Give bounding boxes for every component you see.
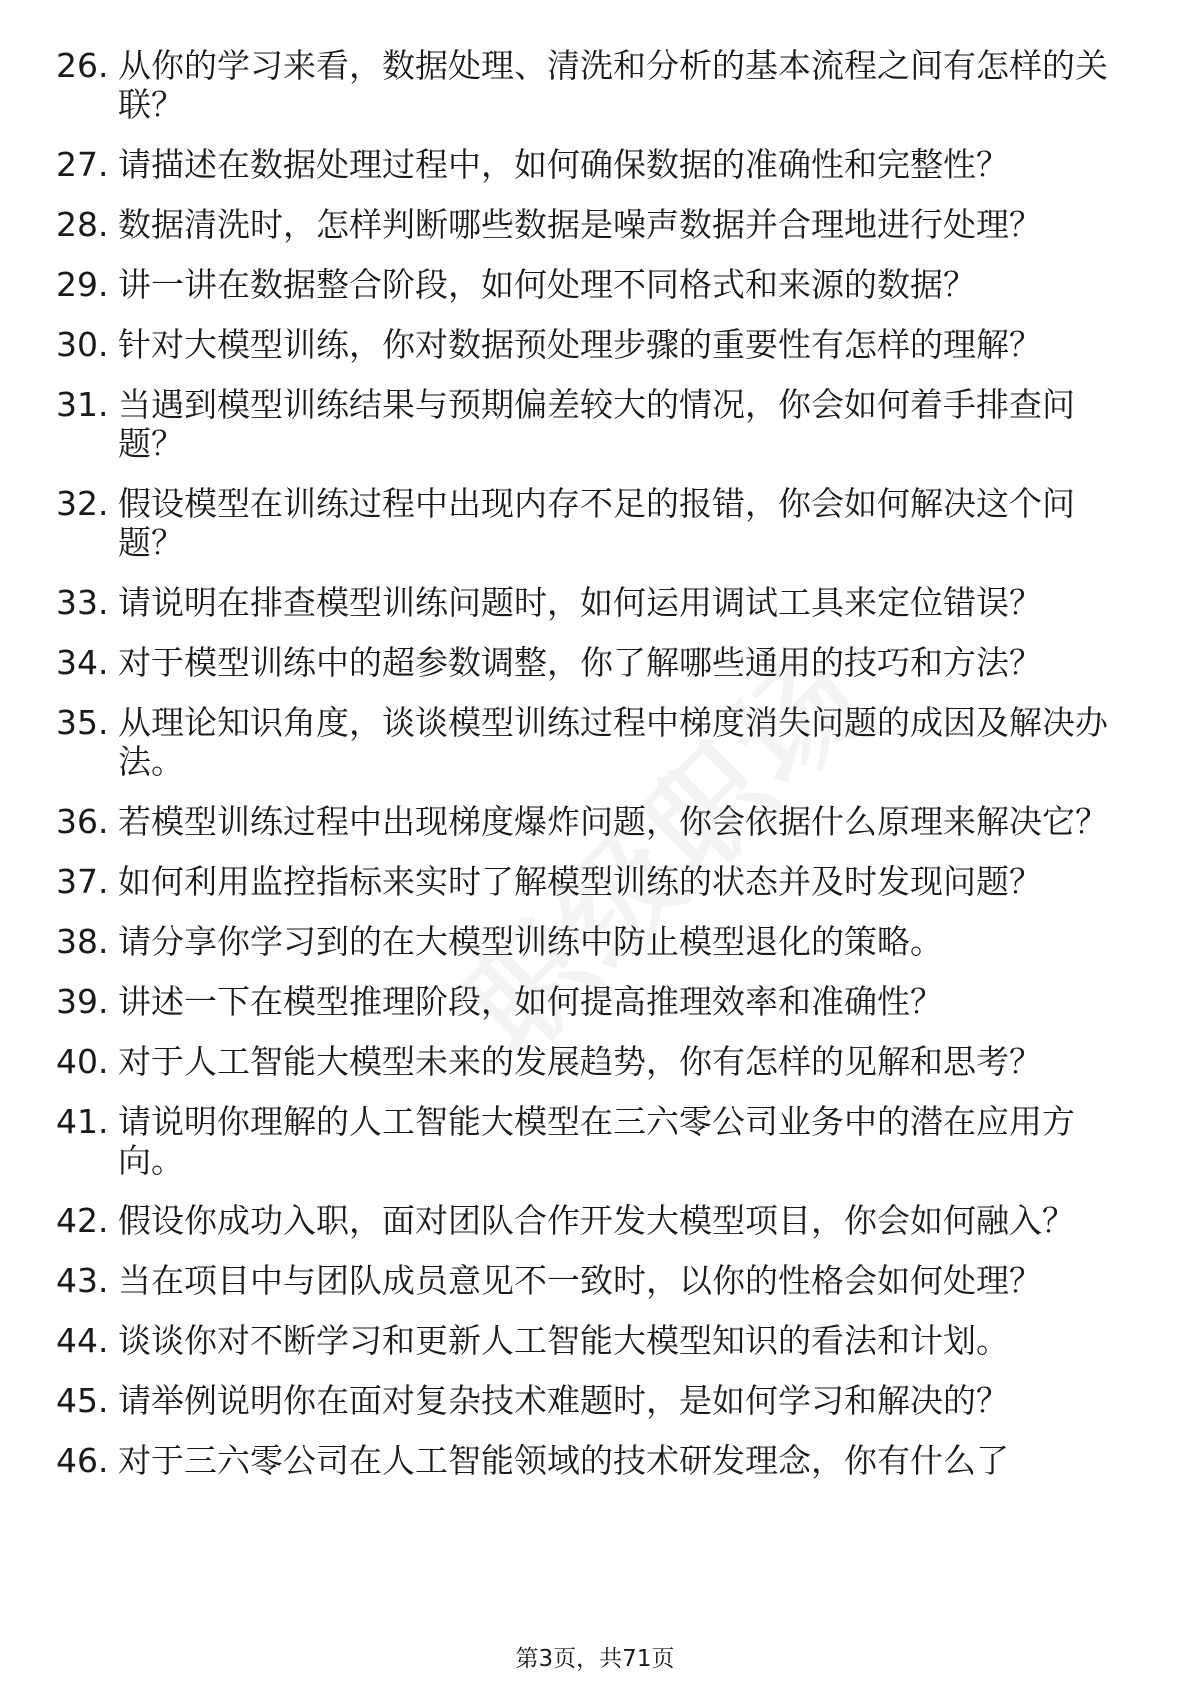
list-item (56, 643, 1136, 682)
question-text: 对于模型训练中的超参数调整，你了解哪些通用的技巧和方法？ (118, 643, 1042, 682)
question-text: 数据清洗时，怎样判断哪些数据是噪声数据并合理地进行处理？ (118, 205, 1042, 244)
question-text: 假设你成功入职，面对团队合作开发大模型项目，你会如何融入？ (118, 1201, 1075, 1240)
question-number: 44. (56, 1321, 109, 1360)
question-text: 若模型训练过程中出现梯度爆炸问题，你会依据什么原理来解决它？ (118, 802, 1108, 841)
list-item (56, 982, 1136, 1021)
question-text: 对于三六零公司在人工智能领域的技术研发理念，你有什么了 (118, 1441, 1009, 1480)
list-item (56, 46, 1136, 124)
question-number: 40. (56, 1042, 109, 1081)
page-footer: 第3页，共71页 (515, 1646, 675, 1672)
question-text: 讲一讲在数据整合阶段，如何处理不同格式和来源的数据？ (118, 265, 976, 304)
list-item (56, 265, 1136, 304)
list-item (56, 1381, 1136, 1420)
list-item (56, 1042, 1136, 1081)
question-number: 29. (56, 265, 109, 304)
list-item (56, 583, 1136, 622)
list-item (56, 325, 1136, 364)
list-item (56, 385, 1136, 463)
question-list (56, 46, 1136, 1501)
question-text: 假设模型在训练过程中出现内存不足的报错，你会如何解决这个问题？ (118, 484, 1075, 562)
question-number: 43. (56, 1261, 109, 1300)
question-number: 26. (56, 46, 109, 85)
question-number: 27. (56, 145, 109, 184)
list-item (56, 205, 1136, 244)
list-item (56, 703, 1136, 781)
question-number: 35. (56, 703, 109, 742)
list-item (56, 1441, 1136, 1480)
question-number: 46. (56, 1441, 109, 1480)
question-number: 37. (56, 862, 109, 901)
question-number: 28. (56, 205, 109, 244)
question-number: 42. (56, 1201, 109, 1240)
question-number: 41. (56, 1102, 109, 1141)
question-text: 当遇到模型训练结果与预期偏差较大的情况，你会如何着手排查问题？ (118, 385, 1075, 463)
question-text: 请举例说明你在面对复杂技术难题时，是如何学习和解决的？ (118, 1381, 1009, 1420)
question-text: 请说明你理解的人工智能大模型在三六零公司业务中的潜在应用方向。 (118, 1102, 1075, 1180)
question-number: 45. (56, 1381, 109, 1420)
question-text: 从理论知识角度，谈谈模型训练过程中梯度消失问题的成因及解决办法。 (118, 703, 1108, 781)
question-text: 请分享你学习到的在大模型训练中防止模型退化的策略。 (118, 922, 943, 961)
list-item (56, 1261, 1136, 1300)
question-number: 33. (56, 583, 109, 622)
list-item (56, 1201, 1136, 1240)
question-text: 如何利用监控指标来实时了解模型训练的状态并及时发现问题？ (118, 862, 1042, 901)
question-text: 请说明在排查模型训练问题时，如何运用调试工具来定位错误？ (118, 583, 1042, 622)
question-number: 34. (56, 643, 109, 682)
list-item (56, 484, 1136, 562)
question-text: 对于人工智能大模型未来的发展趋势，你有怎样的见解和思考？ (118, 1042, 1042, 1081)
question-text: 从你的学习来看，数据处理、清洗和分析的基本流程之间有怎样的关联？ (118, 46, 1108, 124)
list-item (56, 862, 1136, 901)
question-number: 30. (56, 325, 109, 364)
question-number: 32. (56, 484, 109, 523)
list-item (56, 922, 1136, 961)
list-item (56, 802, 1136, 841)
list-item (56, 1321, 1136, 1360)
question-number: 39. (56, 982, 109, 1021)
question-number: 31. (56, 385, 109, 424)
question-text: 当在项目中与团队成员意见不一致时，以你的性格会如何处理？ (118, 1261, 1042, 1300)
question-number: 36. (56, 802, 109, 841)
question-text: 谈谈你对不断学习和更新人工智能大模型知识的看法和计划。 (118, 1321, 1009, 1360)
list-item (56, 1102, 1136, 1180)
question-text: 针对大模型训练，你对数据预处理步骤的重要性有怎样的理解？ (118, 325, 1042, 364)
list-item (56, 145, 1136, 184)
question-text: 讲述一下在模型推理阶段，如何提高推理效率和准确性？ (118, 982, 943, 1021)
question-number: 38. (56, 922, 109, 961)
question-text: 请描述在数据处理过程中，如何确保数据的准确性和完整性？ (118, 145, 1009, 184)
